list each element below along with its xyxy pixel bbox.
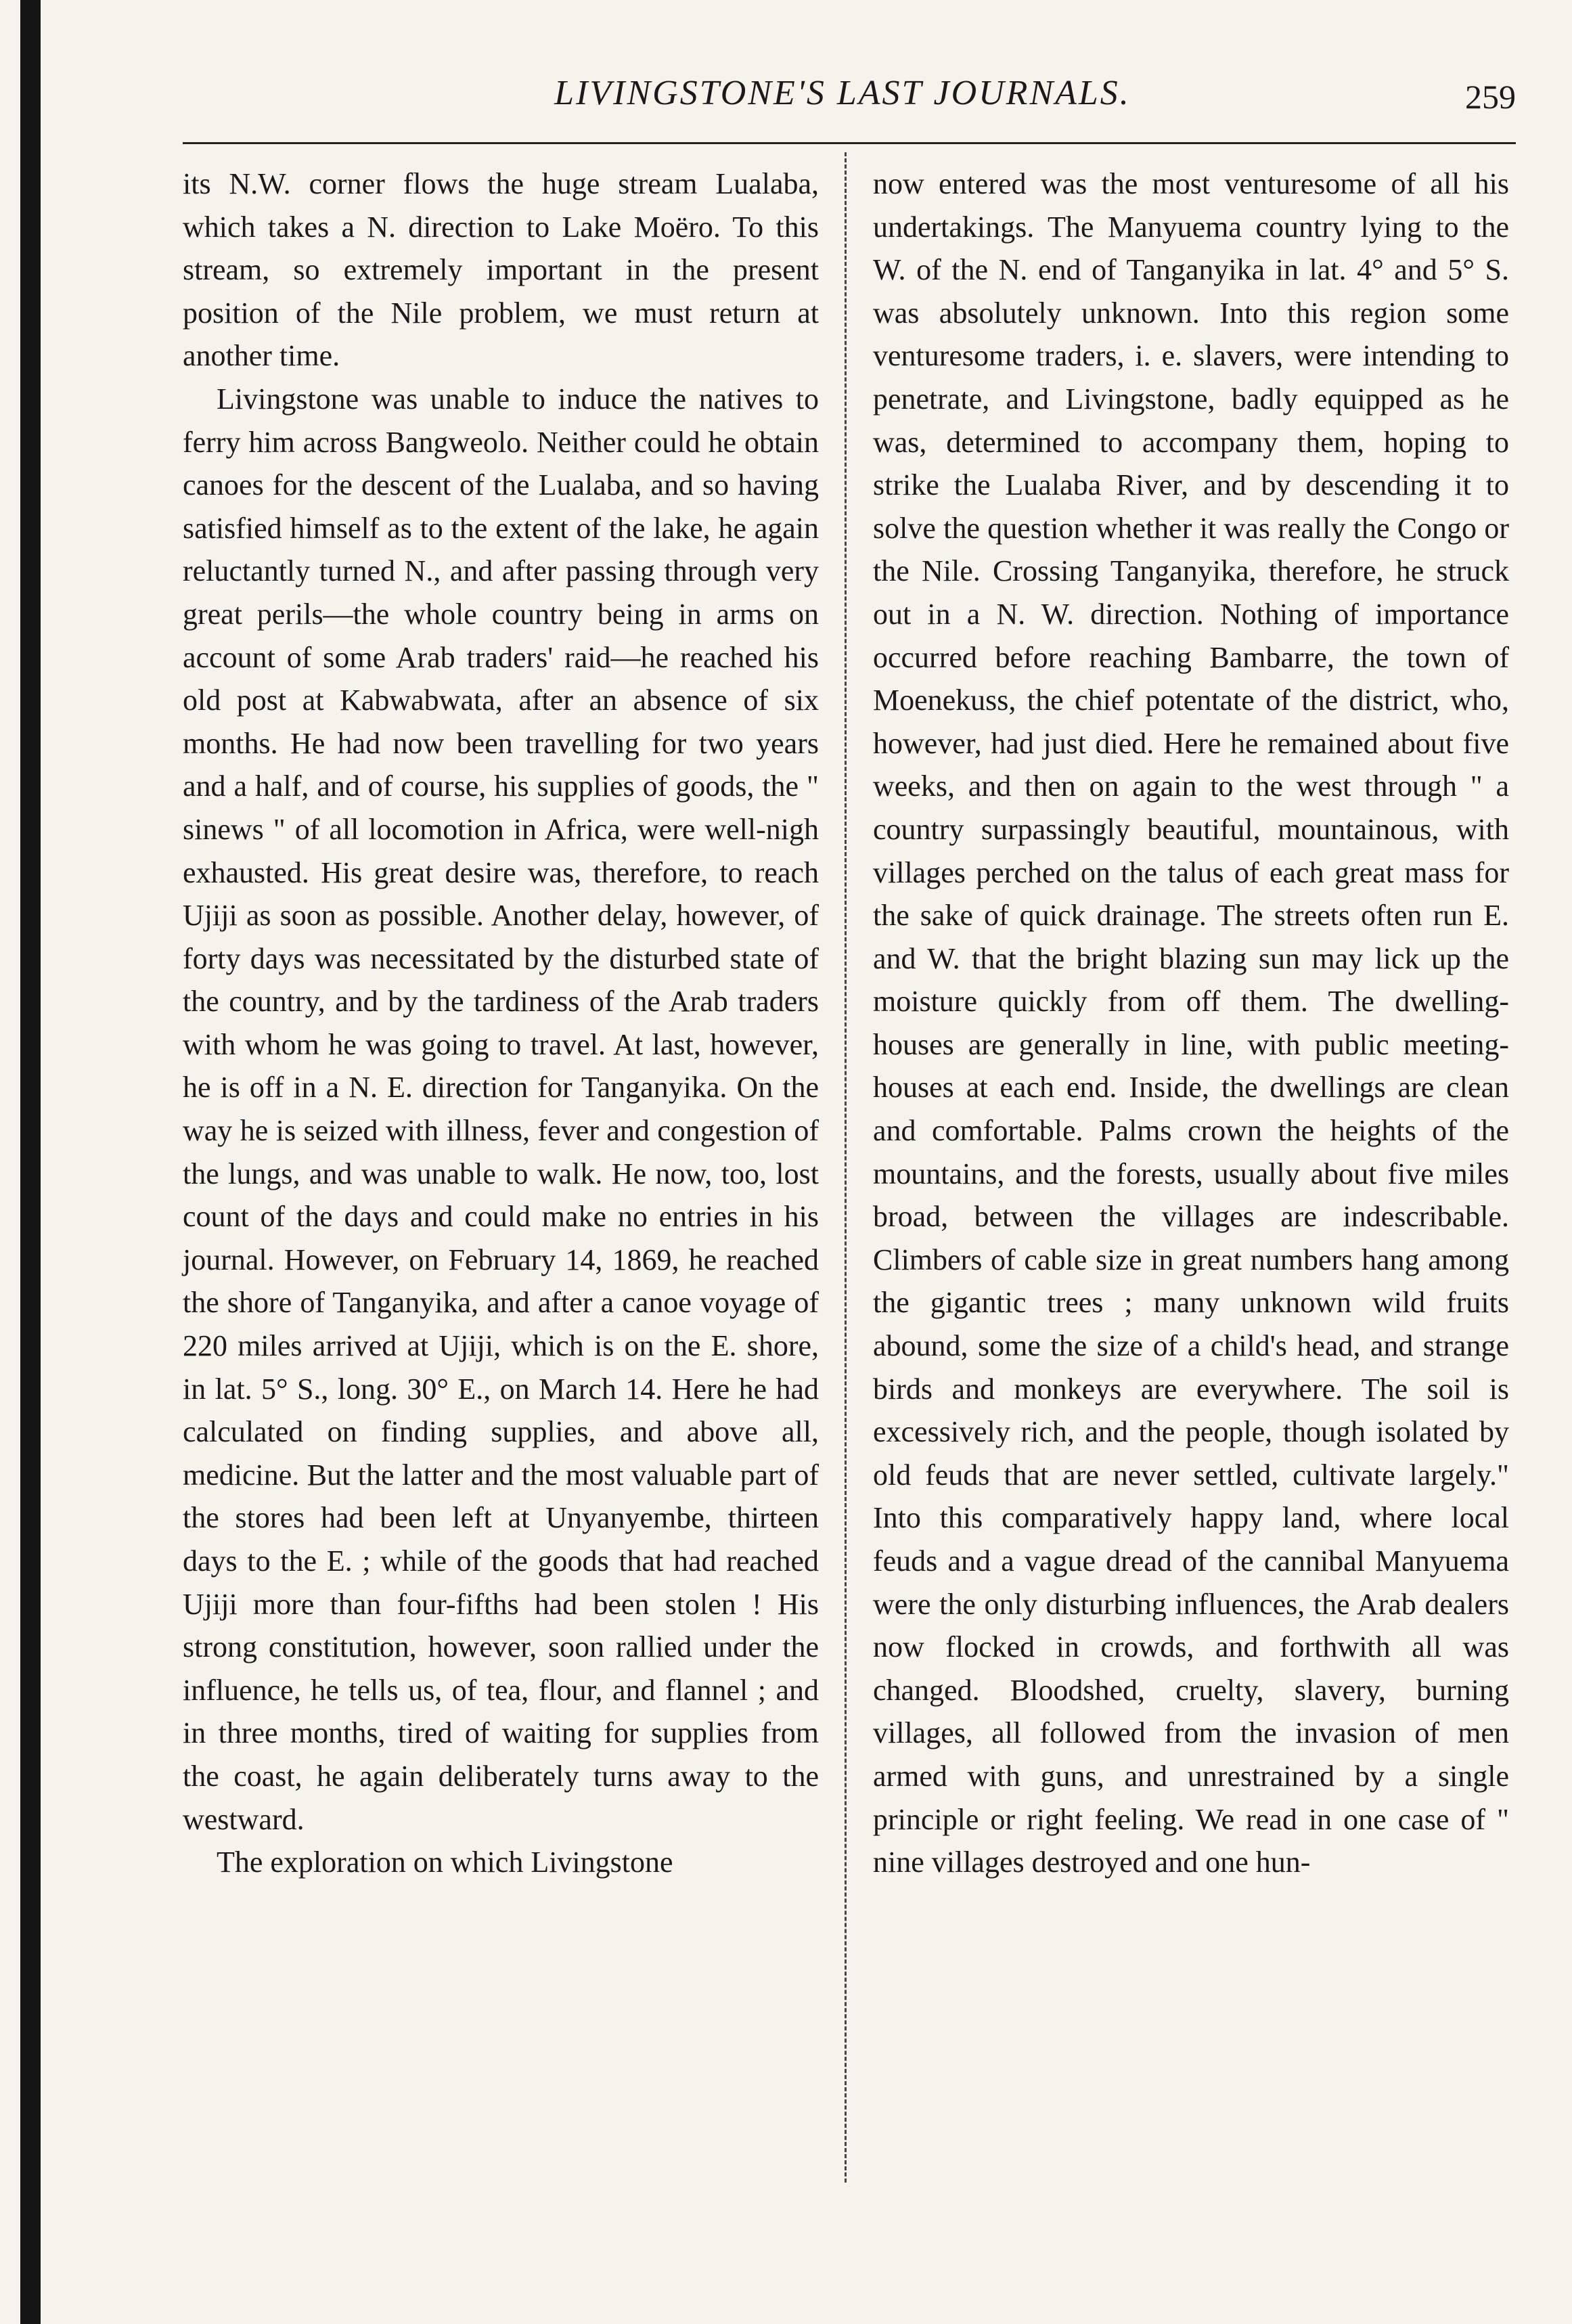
paragraph: its N.W. corner flows the huge stream Lualaba, which takes a N. direction to Lake Moëro. To this stream, so extremely important in the present position of the Nile problem, we must return at another time. [183,167,819,373]
page-header [169,68,1516,135]
paragraph: now entered was the most venturesome of all his undertakings. The Manyuema country lying to the W. of the N. end of Tanganyika in lat. 4° and 5° S. was absolutely unknown. Into this region some venturesome traders, i. e. slavers, were intending to penetrate, and Livingstone, badly equipped as he was, determined to accompany them, hoping to strike the Lualaba River, and by descending it to solve the question whether it was really the Congo or the Nile. Crossing Tanganyika, therefore, he struck out in a N. W. direction. Nothing of importance occurred before reaching Bambarre, the town of Moenekuss, the chief potentate of the district, who, however, had just died. Here he remained about five weeks, and then on again to the west through " a country surpassingly beautiful, mountainous, with villages perched on the talus of each great mass for the sake of quick drainage. The streets often run E. and W. that the bright blazing sun may lick up the moisture quickly from off them. The dwelling-houses are generally in line, with public meeting-houses at each end. Inside, the dwellings are clean and comfortable. Palms crown the heights of the mountains, and the forests, usually about five miles broad, between the villages are indescribable. Climbers of cable size in great numbers hang among the gigantic trees ; many unknown wild fruits abound, some the size of a child's head, and strange birds and monkeys are everywhere. The soil is excessively rich, and the people, though isolated by old feuds that are never settled, cultivate largely." Into this comparatively happy land, where local feuds and a vague dread of the cannibal Manyuema were the only disturbing influences, the Arab dealers now flocked in crowds, and forthwith all was changed. Bloodshed, cruelty, slavery, burning villages, all followed from the invasion of men armed with guns, and unrestrained by a single principle or right feeling. We read in one case of " nine villages destroyed and one hun- [873,167,1509,1879]
header-rule [183,142,1516,144]
running-title: LIVINGSTONE'S LAST JOURNALS. [554,74,1131,112]
paragraph: The exploration on which Livingstone [217,1846,673,1879]
column-divider [845,152,847,2183]
paragraph: Livingstone was unable to induce the natives to ferry him across Bangweolo. Neither could he obtain canoes for the descent of the Lualaba, and so having satisfied himself as to the extent of the lake, he again reluctantly turned N., and after passing through very great perils—the whole country being in arms on account of some Arab traders' raid—he reached his old post at Kabwabwata, after an absence of six months. He had now been travelling for two years and a half, and of course, his supplies of goods, the " sinews " of all locomotion in Africa, were well-nigh exhausted. His great desire was, therefore, to reach Ujiji as soon as possible. Another delay, however, of forty days was necessitated by the disturbed state of the country, and by the tardiness of the Arab traders with whom he was going to travel. At last, however, he is off in a N. E. direction for Tanganyika. On the way he is seized with illness, fever and congestion of the lungs, and was unable to walk. He now, too, lost count of the days and could make no entries in his journal. However, on February 14, 1869, he reached the shore of Tanganyika, and after a canoe voyage of 220 miles arrived at Ujiji, which is on the E. shore, in lat. 5° S., long. 30° E., on March 14. Here he had calculated on finding supplies, and above all, medicine. But the latter and the most valuable part of the stores had been left at Unyanyembe, thirteen days to the E. ; while of the goods that had reached Ujiji more than four-fifths had been stolen ! His strong constitution, however, soon rallied under the influence, he tells us, of tea, flour, and flannel ; and in three months, tired of waiting for supplies from the coast, he again deliberately turns away to the westward. [183,382,819,1836]
left-column [183,162,819,1884]
right-column [873,162,1509,1884]
book-binding-edge [20,0,41,2324]
page-number: 259 [1465,78,1516,116]
